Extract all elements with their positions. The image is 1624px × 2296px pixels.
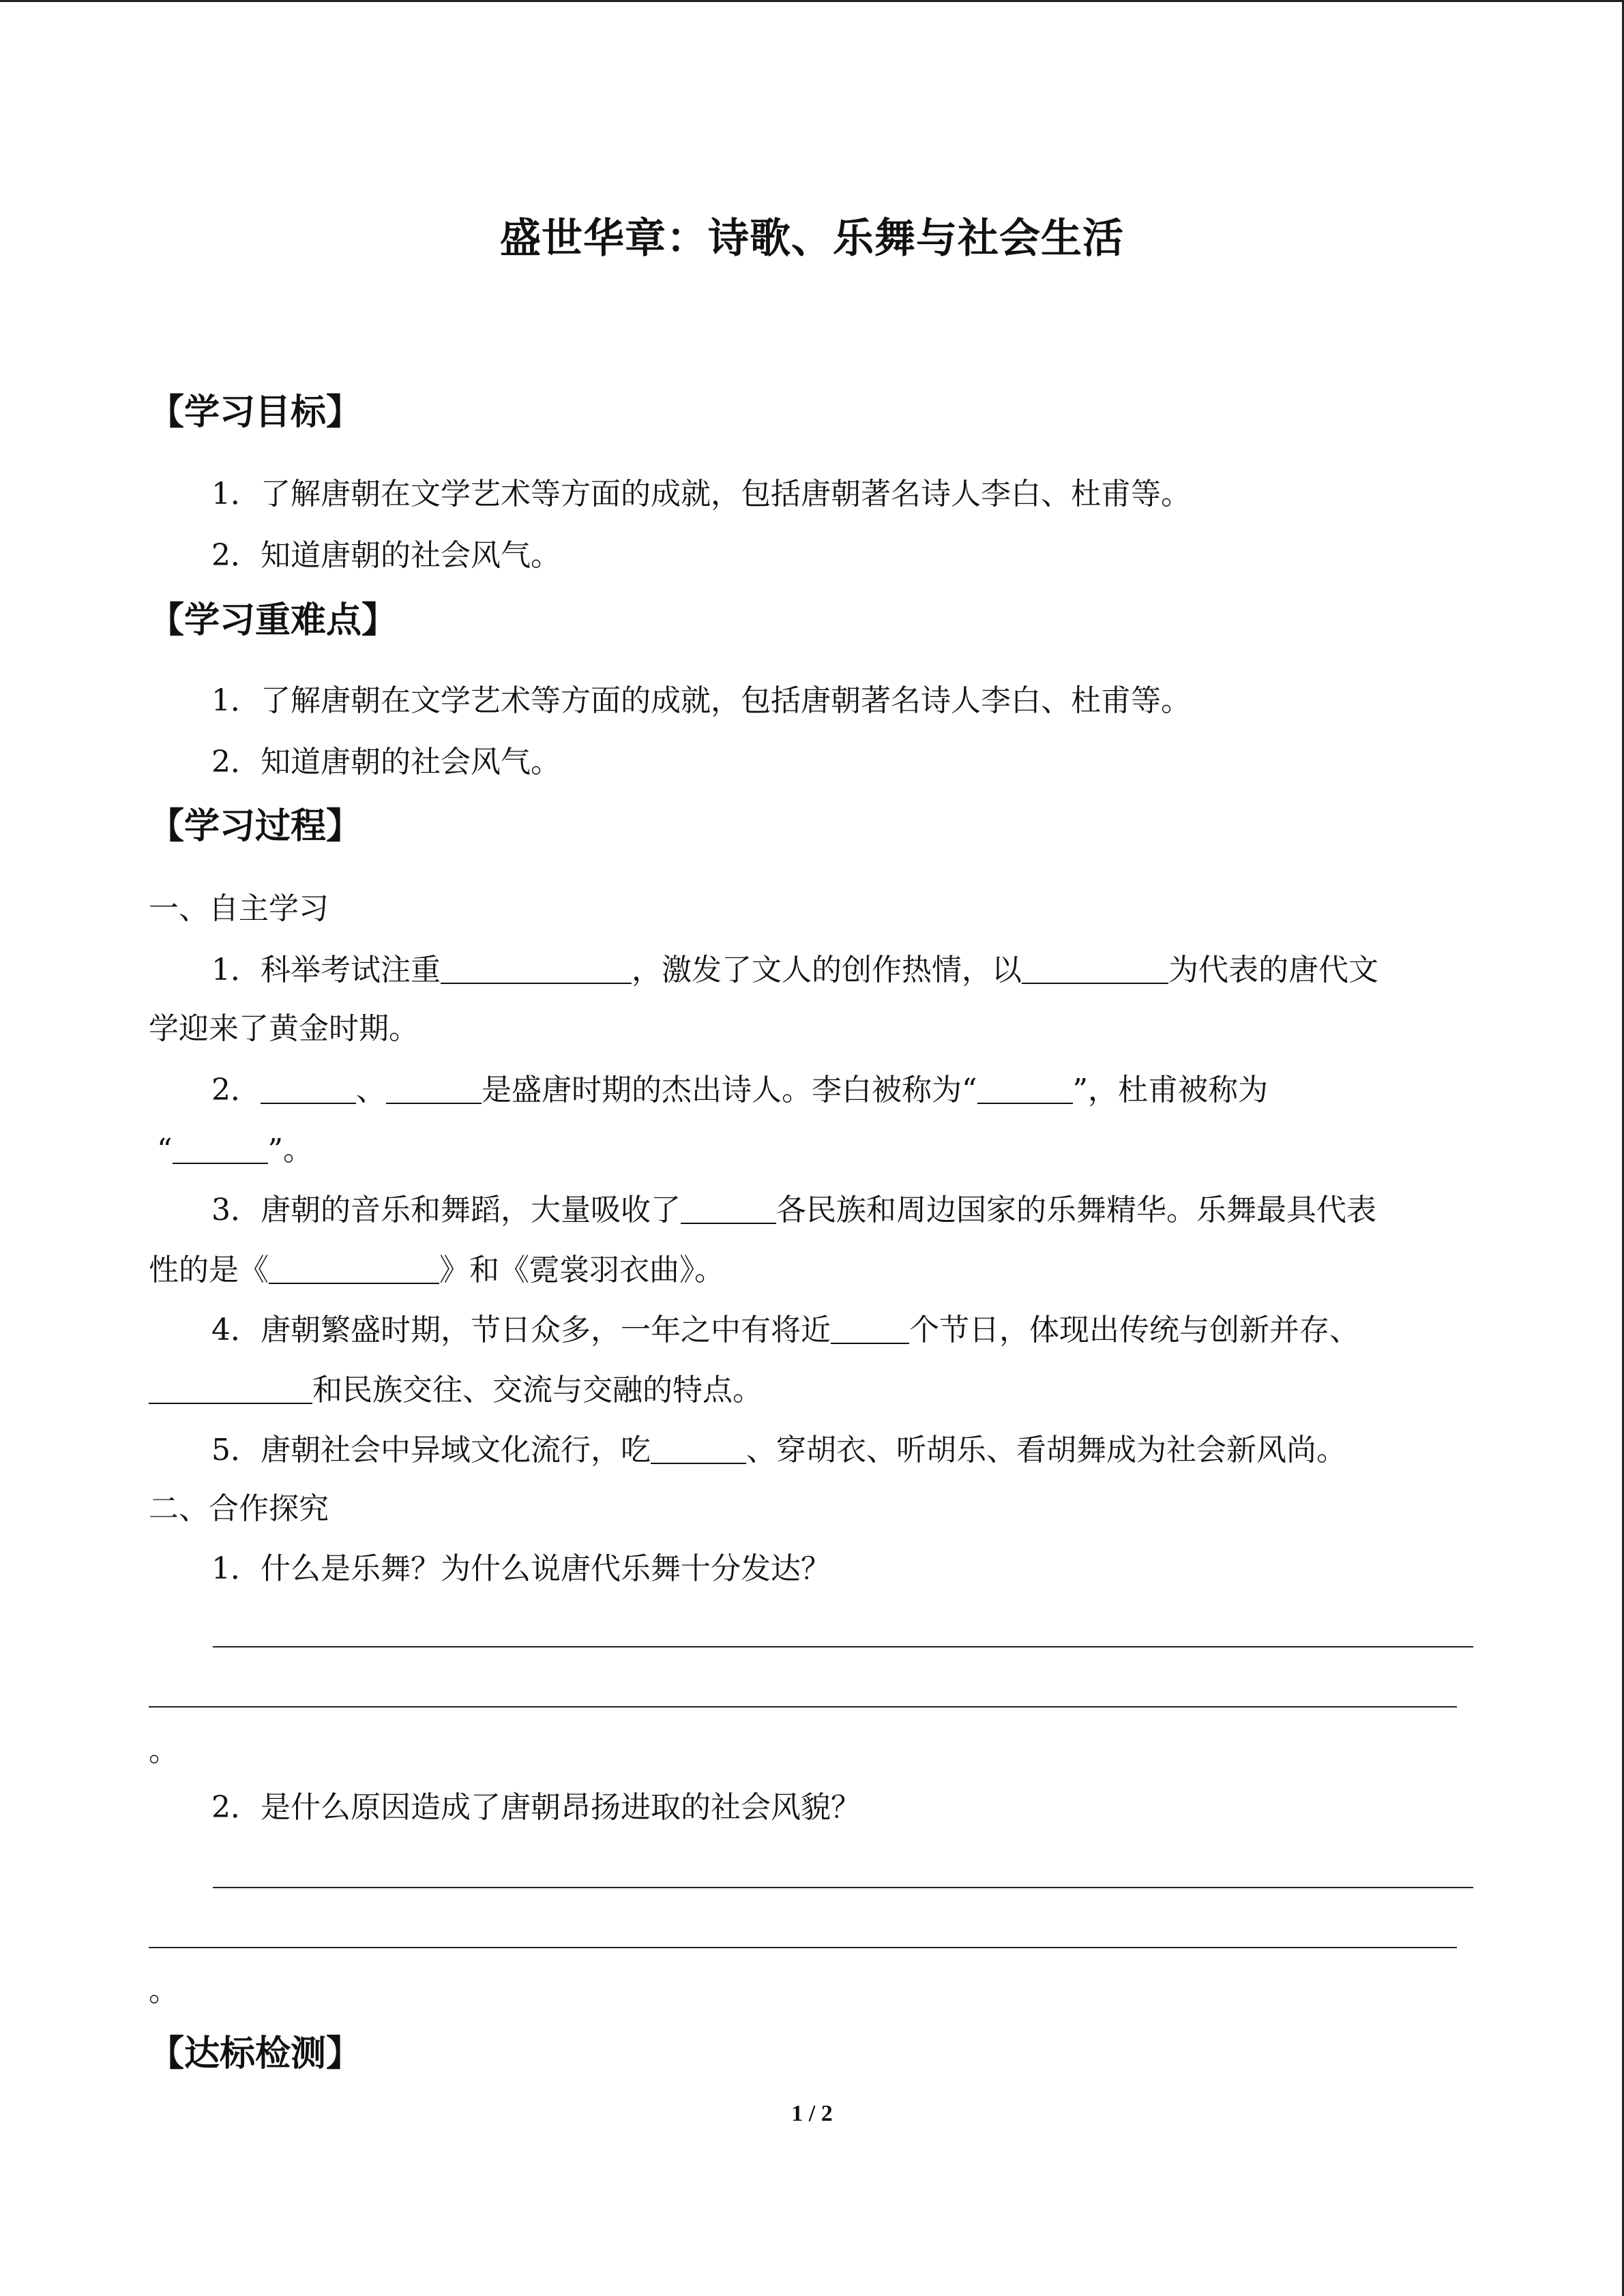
heading-key-points: 【学习重难点】 xyxy=(149,600,398,641)
cooperation-title: 二、合作探究 xyxy=(149,1491,329,1526)
blank[interactable] xyxy=(651,1433,746,1464)
self-study-title: 一、自主学习 xyxy=(149,891,329,926)
cooperation-question-2: 2．是什么原因造成了唐朝昂扬进取的社会风貌？ xyxy=(211,1790,861,1825)
answer-line[interactable] xyxy=(213,1887,1473,1888)
page-border-top xyxy=(0,0,1624,2)
blank[interactable] xyxy=(149,1373,312,1404)
blank[interactable] xyxy=(269,1253,439,1284)
question-1-line-2: 学迎来了黄金时期。 xyxy=(149,1011,419,1046)
heading-process: 【学习过程】 xyxy=(149,806,362,847)
key-point-item-1: 1．了解唐朝在文学艺术等方面的成就，包括唐朝著名诗人李白、杜甫等。 xyxy=(211,683,1191,718)
answer-line[interactable] xyxy=(213,1646,1473,1648)
question-2-line-2: “ ”。 xyxy=(157,1133,313,1167)
question-1-line-1: 1．科举考试注重 ，激发了文人的创作热情，以 为代表的唐代文 xyxy=(211,953,1378,987)
answer-line[interactable] xyxy=(149,1706,1457,1708)
blank[interactable] xyxy=(1022,953,1168,984)
question-4-line-1: 4．唐朝繁盛时期，节日众多，一年之中有将近 个节日，体现出传统与创新并存、 xyxy=(211,1313,1359,1347)
heading-goals: 【学习目标】 xyxy=(149,392,362,433)
blank[interactable] xyxy=(386,1073,482,1104)
question-5: 5．唐朝社会中异域文化流行，吃 、穿胡衣、听胡乐、看胡舞成为社会新风尚。 xyxy=(211,1433,1346,1467)
blank[interactable] xyxy=(173,1133,268,1164)
goal-item-2: 2．知道唐朝的社会风气。 xyxy=(211,538,561,573)
page-title: 盛世华章：诗歌、乐舞与社会生活 xyxy=(500,215,1124,263)
question-3-line-1: 3．唐朝的音乐和舞蹈，大量吸收了 各民族和周边国家的乐舞精华。乐舞最具代表 xyxy=(211,1193,1376,1227)
end-mark: 。 xyxy=(149,1973,179,2008)
page-number: 1 / 2 xyxy=(791,2101,833,2126)
key-point-item-2: 2．知道唐朝的社会风气。 xyxy=(211,745,561,779)
question-2-line-1: 2． 、 是盛唐时期的杰出诗人。李白被称为“ ”，杜甫被称为 xyxy=(211,1073,1268,1107)
blank[interactable] xyxy=(831,1313,909,1344)
heading-test: 【达标检测】 xyxy=(149,2033,362,2074)
answer-line[interactable] xyxy=(149,1947,1457,1948)
cooperation-question-1: 1．什么是乐舞？为什么说唐代乐舞十分发达？ xyxy=(211,1551,831,1586)
question-4-line-2: 和民族交往、交流与交融的特点。 xyxy=(149,1369,763,1411)
blank[interactable] xyxy=(681,1193,776,1224)
end-mark: 。 xyxy=(149,1733,179,1768)
blank[interactable] xyxy=(441,953,632,984)
question-3-line-2: 性的是《 》和《霓裳羽衣曲》。 xyxy=(149,1253,724,1287)
goal-item-1: 1．了解唐朝在文学艺术等方面的成就，包括唐朝著名诗人李白、杜甫等。 xyxy=(211,477,1191,511)
blank[interactable] xyxy=(977,1073,1073,1104)
blank[interactable] xyxy=(261,1073,356,1104)
